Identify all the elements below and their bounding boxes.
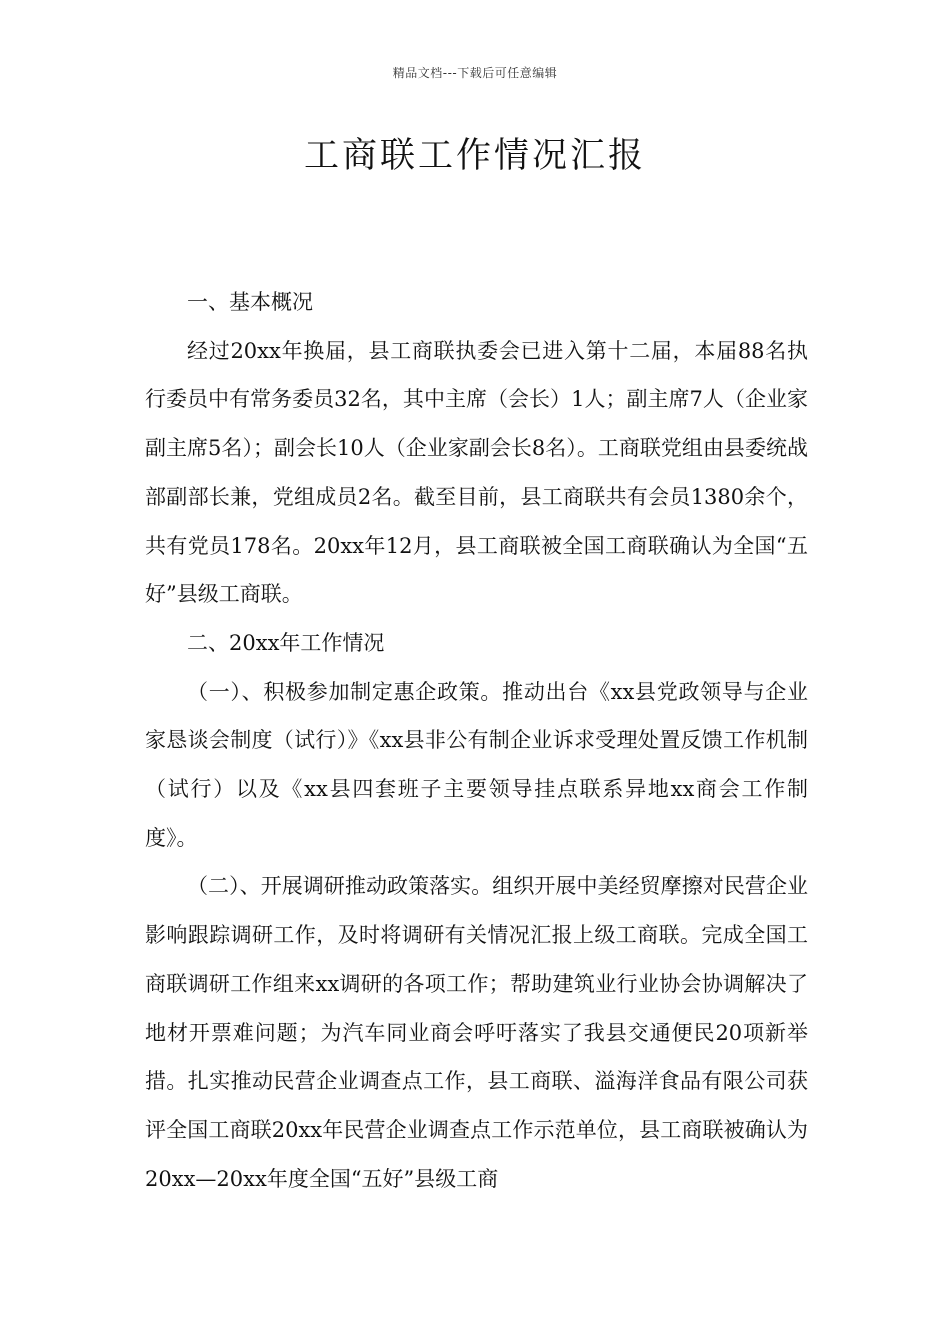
paragraph-overview-details: 经过20xx年换届，县工商联执委会已进入第十二届，本届88名执行委员中有常务委员32名，其中主席（会长）1人；副主席7人（企业家副主席5名）；副会长10人（企业家副会长8名）。工商联党组由县委统战部副部长兼，党组成员2名。截至目前，县工商联共有会员1380余个，共有党员178名。20xx年12月，县工商联被全国工商联确认为全国“五好”县级工商联。	[145, 338, 808, 607]
section-heading-work-status: 二、20xx年工作情况	[187, 630, 385, 655]
paragraph-research-implementation: （二）、开展调研推动政策落实。组织开展中美经贸摩擦对民营企业影响跟踪调研工作，及时将调研有关情况汇报上级工商联。完成全国工商联调研工作组来xx调研的各项工作；帮助建筑业行业协会协调解决了地材开票难问题；为汽车同业商会呼吁落实了我县交通便民20项新举措。扎实推动民营企业调查点工作，县工商联、溢海洋食品有限公司获评全国工商联20xx年民营企业调查点工作示范单位，县工商联被确认为20xx—20xx年度全国“五好”县级工商	[145, 874, 808, 1191]
section-heading-basic-overview: 一、基本概况	[187, 290, 313, 314]
header-note: 精品文档---下载后可任意编辑	[392, 66, 558, 80]
document-title: 工商联工作情况汇报	[303, 136, 646, 176]
paragraph-policy-formulation: （一）、积极参加制定惠企政策。推动出台《xx县党政领导与企业家恳谈会制度（试行）》《xx县非公有制企业诉求受理处置反馈工作机制（试行）以及《xx县四套班子主要领导挂点联系异地xx商会工作制度》。	[145, 679, 808, 850]
document-body	[145, 278, 808, 1203]
